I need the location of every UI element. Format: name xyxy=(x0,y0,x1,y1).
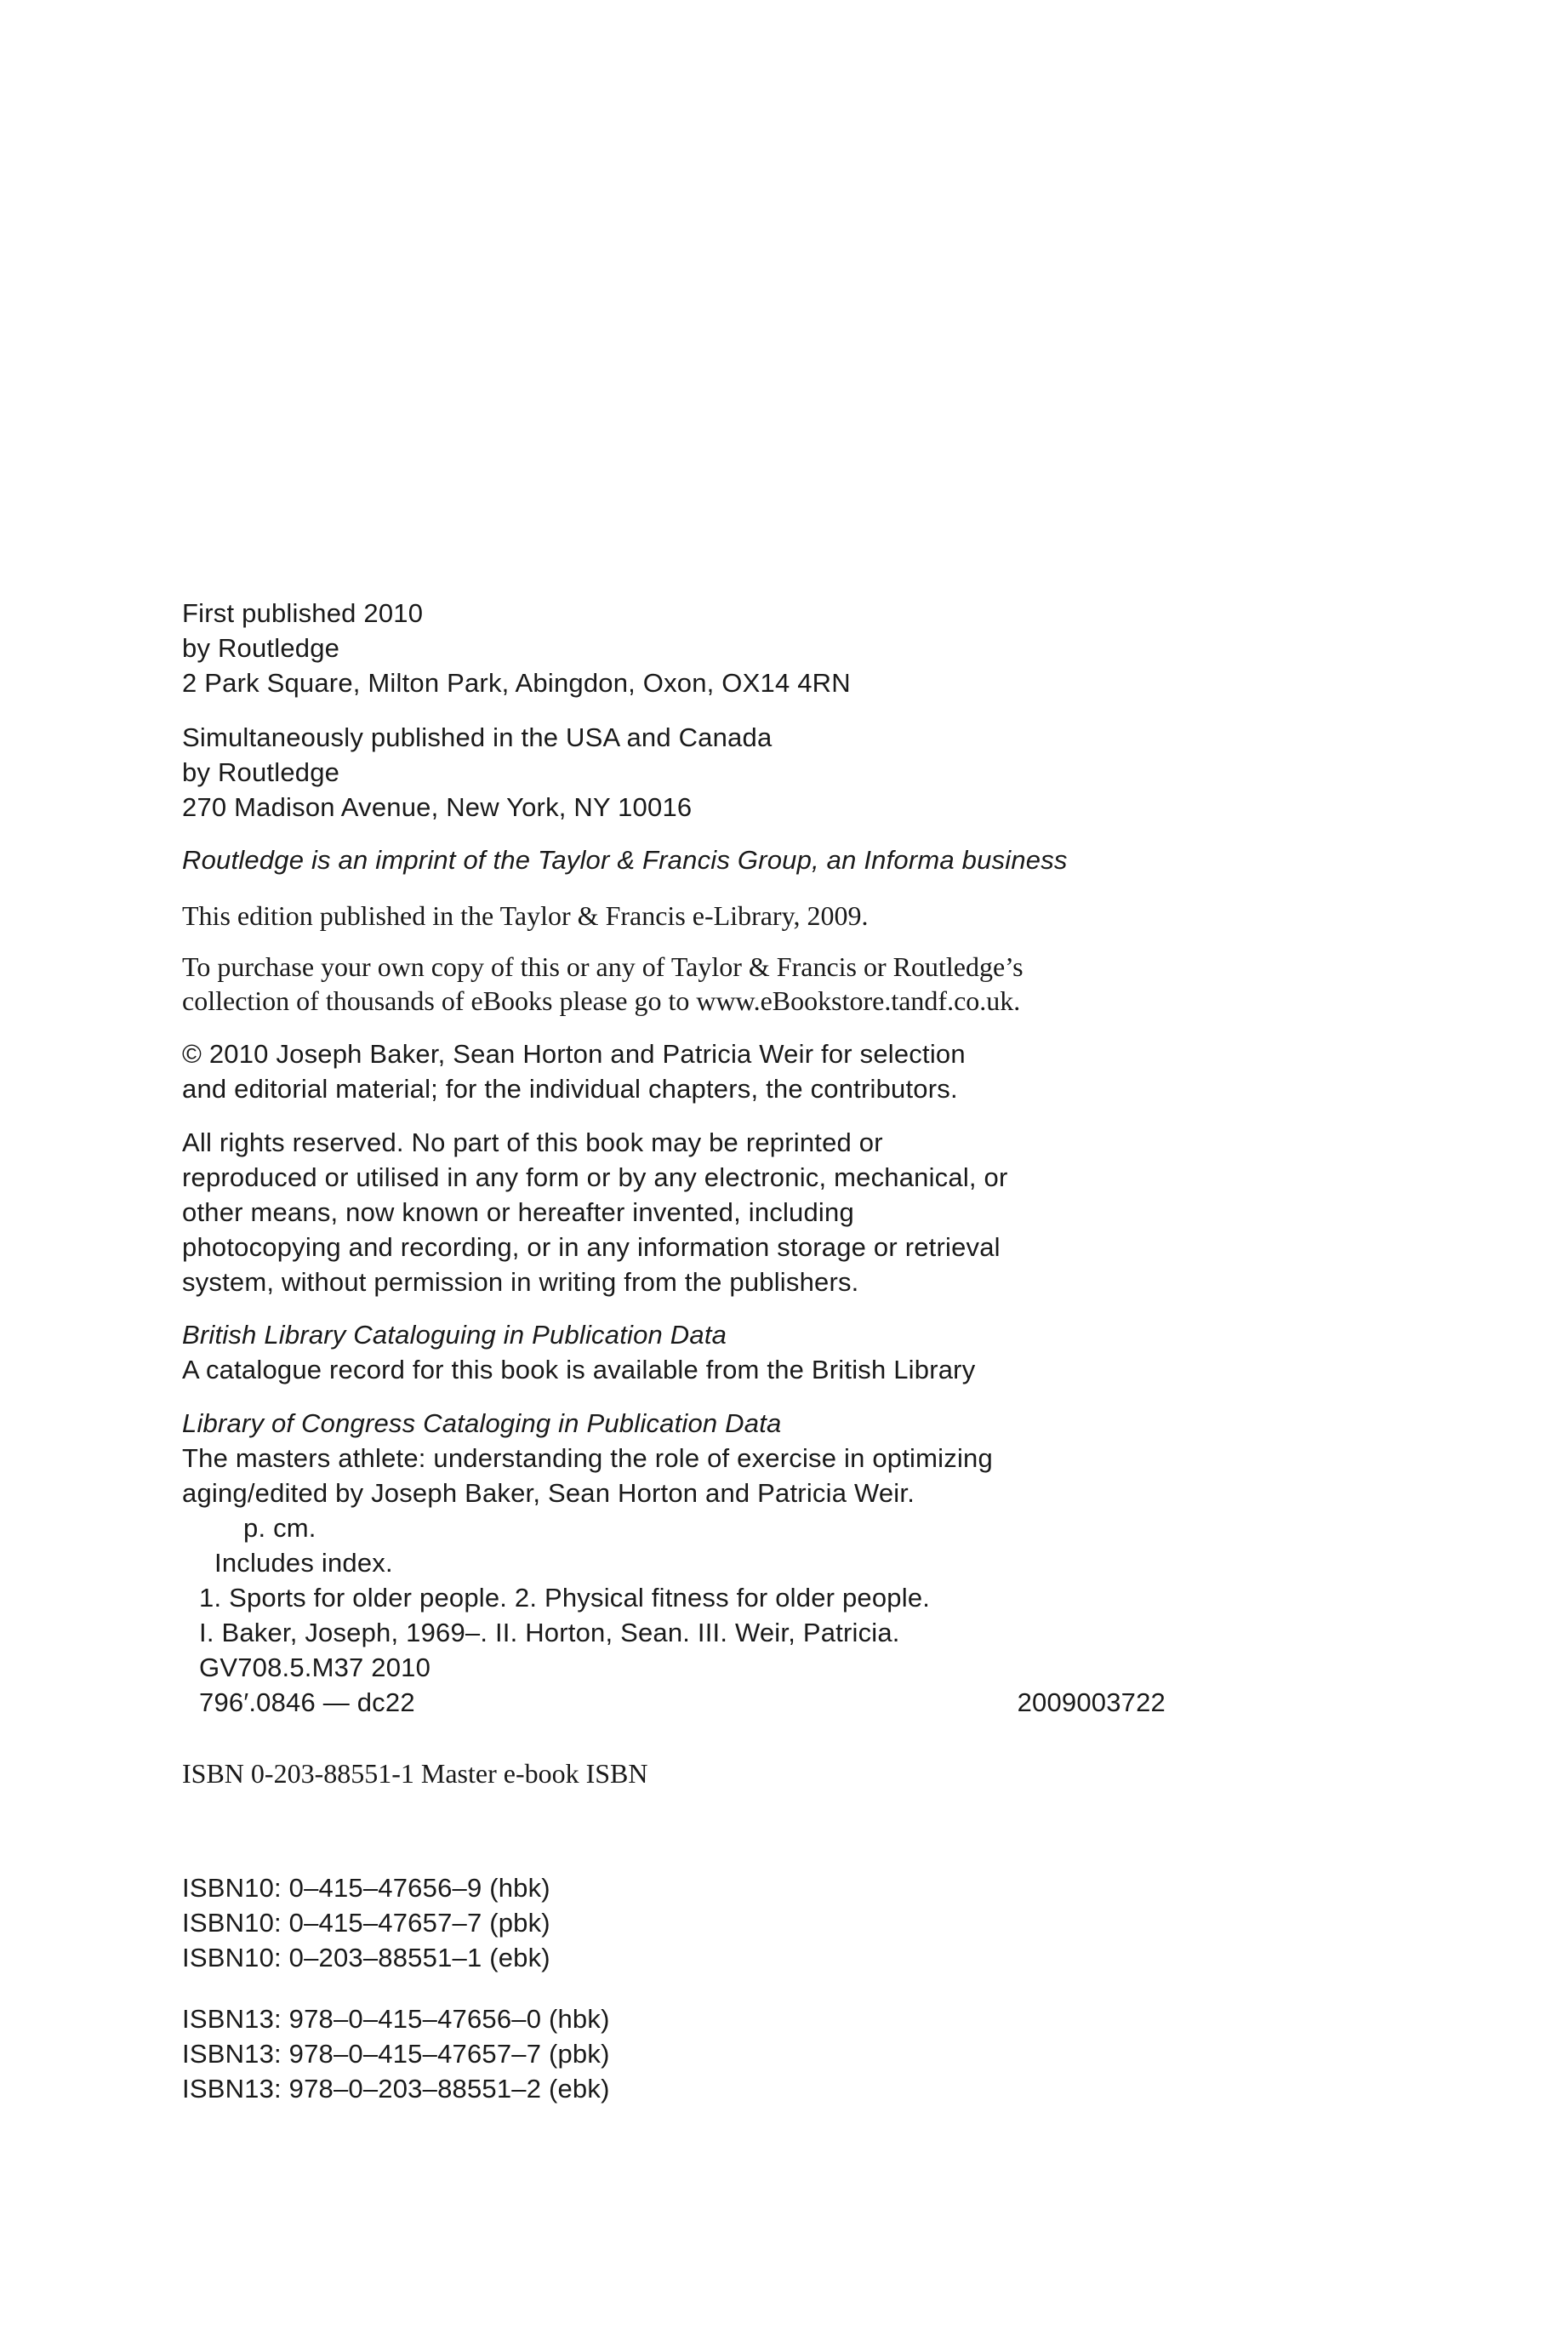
first-published: First published 2010 xyxy=(182,598,424,628)
copyright-line-1: © 2010 Joseph Baker, Sean Horton and Patricia Weir for selection xyxy=(182,1039,966,1069)
isbn13-line: ISBN13: 978–0–415–47657–7 (pbk) xyxy=(182,2039,610,2069)
loc-classification-row xyxy=(182,1685,1177,1720)
rights-line: photocopying and recording, or in any information storage or retrieval xyxy=(182,1232,1001,1262)
loc-pcm: p. cm. xyxy=(243,1513,316,1543)
rights-line: system, without permission in writing from the publishers. xyxy=(182,1267,859,1297)
imprint-statement: Routledge is an imprint of the Taylor & Francis Group, an Informa business xyxy=(182,845,1068,875)
master-isbn: ISBN 0-203-88551-1 Master e-book ISBN xyxy=(182,1758,648,1789)
loc-title-line-2: aging/edited by Joseph Baker, Sean Horton and Patricia Weir. xyxy=(182,1478,915,1508)
copyright-block xyxy=(182,1036,1177,1106)
purchase-line-2: collection of thousands of eBooks please go to www.eBookstore.tandf.co.uk. xyxy=(182,985,1021,1016)
rights-block xyxy=(182,1125,1177,1299)
ebook-edition-statement: This edition published in the Taylor & Francis e-Library, 2009. xyxy=(182,900,869,931)
publisher-us-name: by Routledge xyxy=(182,757,340,787)
loc-title-line-1: The masters athlete: understanding the role of exercise in optimizing xyxy=(182,1443,993,1473)
imprint-block xyxy=(182,842,1177,877)
copyright-line-2: and editorial material; for the individual chapters, the contributors. xyxy=(182,1074,958,1104)
isbn10-line: ISBN10: 0–415–47657–7 (pbk) xyxy=(182,1908,550,1938)
loc-lccn: 2009003722 xyxy=(1017,1687,1166,1717)
loc-call-number: GV708.5.M37 2010 xyxy=(199,1653,431,1682)
purchase-line-1: To purchase your own copy of this or any of Taylor & Francis or Routledge’s xyxy=(182,951,1023,982)
ebook-edition-block xyxy=(182,899,1177,933)
isbn13-block xyxy=(182,2001,1177,2106)
publisher-uk-address: 2 Park Square, Milton Park, Abingdon, Oxon, OX14 4RN xyxy=(182,668,851,698)
loc-subjects: 1. Sports for older people. 2. Physical fitness for older people. xyxy=(199,1583,931,1613)
master-isbn-block xyxy=(182,1756,1177,1790)
loc-includes-index: Includes index. xyxy=(214,1548,393,1578)
isbn10-line: ISBN10: 0–415–47656–9 (hbk) xyxy=(182,1873,550,1903)
simultaneous-publication: Simultaneously published in the USA and Canada xyxy=(182,722,773,752)
isbn10-block xyxy=(182,1870,1177,1975)
british-library-text: A catalogue record for this book is available from the British Library xyxy=(182,1355,976,1384)
loc-block xyxy=(182,1406,1177,1720)
publisher-us-address: 270 Madison Avenue, New York, NY 10016 xyxy=(182,792,693,822)
usa-publisher-block xyxy=(182,720,1177,825)
british-library-heading: British Library Cataloguing in Publication Data xyxy=(182,1320,727,1350)
isbn13-line: ISBN13: 978–0–415–47656–0 (hbk) xyxy=(182,2004,610,2034)
rights-line: other means, now known or hereafter invented, including xyxy=(182,1197,854,1227)
isbn10-line: ISBN10: 0–203–88551–1 (ebk) xyxy=(182,1943,550,1972)
publisher-block xyxy=(182,596,1177,700)
publisher-uk-name: by Routledge xyxy=(182,633,340,663)
rights-line: All rights reserved. No part of this book may be reprinted or xyxy=(182,1127,883,1157)
loc-dewey: 796′.0846 — dc22 xyxy=(199,1687,415,1717)
loc-heading: Library of Congress Cataloging in Publication Data xyxy=(182,1408,782,1438)
british-library-block xyxy=(182,1317,1177,1387)
loc-authors: I. Baker, Joseph, 1969–. II. Horton, Sean. III. Weir, Patricia. xyxy=(199,1618,900,1647)
purchase-block xyxy=(182,950,1177,1018)
isbn13-line: ISBN13: 978–0–203–88551–2 (ebk) xyxy=(182,2074,610,2104)
rights-line: reproduced or utilised in any form or by any electronic, mechanical, or xyxy=(182,1162,1008,1192)
